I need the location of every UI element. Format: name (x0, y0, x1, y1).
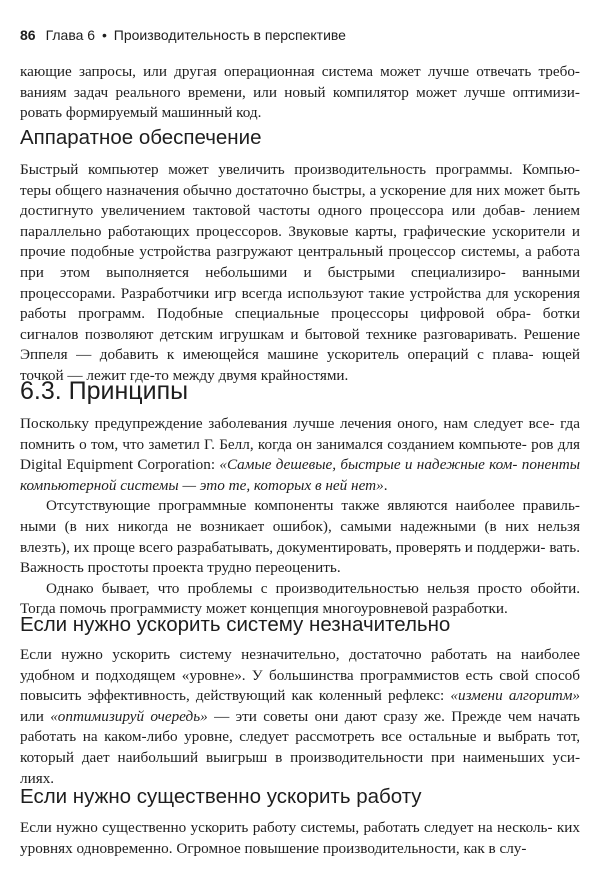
text-line: теры общего назначения обычно достаточно быстры, а ускорение для них может (20, 181, 545, 199)
text-line: ботки сигналов позволяют детским игрушкам и бытовой технике разговаривать. (20, 305, 580, 343)
chapter-label: Глава 6 (45, 27, 96, 43)
section-heading-principles: 6.3. Принципы (20, 377, 189, 405)
text-line: ровать формируемый машинный код. (20, 104, 262, 122)
header-separator: • (101, 27, 107, 43)
text-line: или (20, 707, 51, 725)
text-line: ускорители и прочие подобные устройства разгружают центральный процессор (20, 222, 580, 261)
text-line: Отсутствующие программные компоненты также являются наиболее правиль- (46, 497, 580, 515)
hardware-paragraph (20, 160, 580, 387)
text-line: ными (в них никогда не возникает ошибок), самыми надежными (в них нельзя (20, 517, 580, 535)
text-line: Однако бывает, что проблемы с производительностью нельзя просто обойти. (46, 579, 580, 597)
major-speedup-paragraph (20, 818, 580, 859)
text-line: системы, а работа при этом выполняется небольшими и быстрыми специализиро- (20, 243, 581, 281)
text-line: Если нужно ускорить систему незначительно, достаточно работать на наиболее (20, 646, 580, 663)
text-line: кающие запросы, или другая операционная система может лучше отвечать требо- (20, 63, 580, 80)
text-line: удобном и подходящем «уровне». У большинства программистов есть свой способ (20, 666, 580, 684)
chapter-title: Производительность в перспективе (113, 27, 346, 43)
text-line: ванными процессорами. Разработчики игр всегда используют такие устройства для (20, 263, 581, 302)
text-line: Тогда помочь программисту может концепция многоуровневой разработки. (20, 600, 508, 618)
text-line: Решение Эппеля — добавить к имеющейся машине ускоритель операций с плава- (20, 325, 580, 364)
text-line: влезть), их проще всего разрабатывать, документировать, проверять и поддержи- (20, 538, 546, 556)
text-line: лением параллельно работающих процессоров. Звуковые карты, графические (20, 202, 581, 240)
text-line: ких уровнях одновременно. Огромное повышение производительности, как в слу- (20, 819, 580, 857)
bell-quote-continued: поненты компьютерной системы — это те, которых в ней нет» (20, 456, 581, 494)
text-line: вать. Важность простоты проекта трудно переоценить. (20, 538, 581, 577)
text-line: работать на каком-либо уровне, следует рассмотреть все остальные и выбрать тот, (20, 728, 580, 746)
text-line: ров для Digital Equipment Corporation: (20, 435, 581, 474)
text-line: . (383, 476, 388, 494)
advice-quote: «оптимизируй очередь» (50, 707, 208, 725)
principles-text (20, 414, 580, 620)
text-line: повысить эффективность, действующий как коленный рефлекс: (20, 687, 451, 705)
advice-quote: «измени алгоритм» (450, 687, 580, 705)
section-heading-major-speedup: Если нужно существенно ускорить работу (20, 785, 422, 808)
minor-speedup-paragraph (20, 645, 580, 789)
section-heading-minor-speedup: Если нужно ускорить систему незначительно (20, 613, 451, 636)
text-line: Если нужно существенно ускорить работу системы, работать следует на несколь- (20, 819, 553, 836)
principles-paragraph-2 (20, 496, 580, 578)
text-line: лиях. (20, 769, 55, 787)
text-line: Поскольку предупреждение заболевания лучше лечения оного, нам следует все- (20, 415, 555, 432)
text-line: гда помнить о том, что заметил Г. Белл, когда он занимался созданием компьюте- (20, 415, 581, 453)
text-line: быть достигнуто увеличением тактовой частоты одного процессора или добав- (20, 181, 581, 220)
page-number: 86 (20, 27, 36, 43)
text-line: ющей точкой — лежит где-то между двумя крайностями. (20, 346, 581, 384)
text-line: ускорения работы программ. Подобные специальные процессоры цифровой обра- (20, 284, 580, 323)
text-line: — эти советы они дают сразу же. Прежде чем начать (207, 707, 580, 725)
section-heading-hardware: Аппаратное обеспечение (20, 126, 262, 149)
bell-quote: «Самые дешевые, быстрые и надежные ком- (219, 456, 518, 474)
principles-paragraph-1 (20, 414, 580, 496)
running-header (20, 24, 580, 46)
text-line: ваниям задач реального времени, или новый компилятор может лучше оптимизи- (20, 83, 580, 101)
intro-paragraph (20, 62, 580, 124)
text-line: Быстрый компьютер может увеличить производительность программы. Компью- (20, 161, 580, 178)
text-line: который дает наибольший выигрыш в производительности при наименьших уси- (20, 748, 580, 766)
